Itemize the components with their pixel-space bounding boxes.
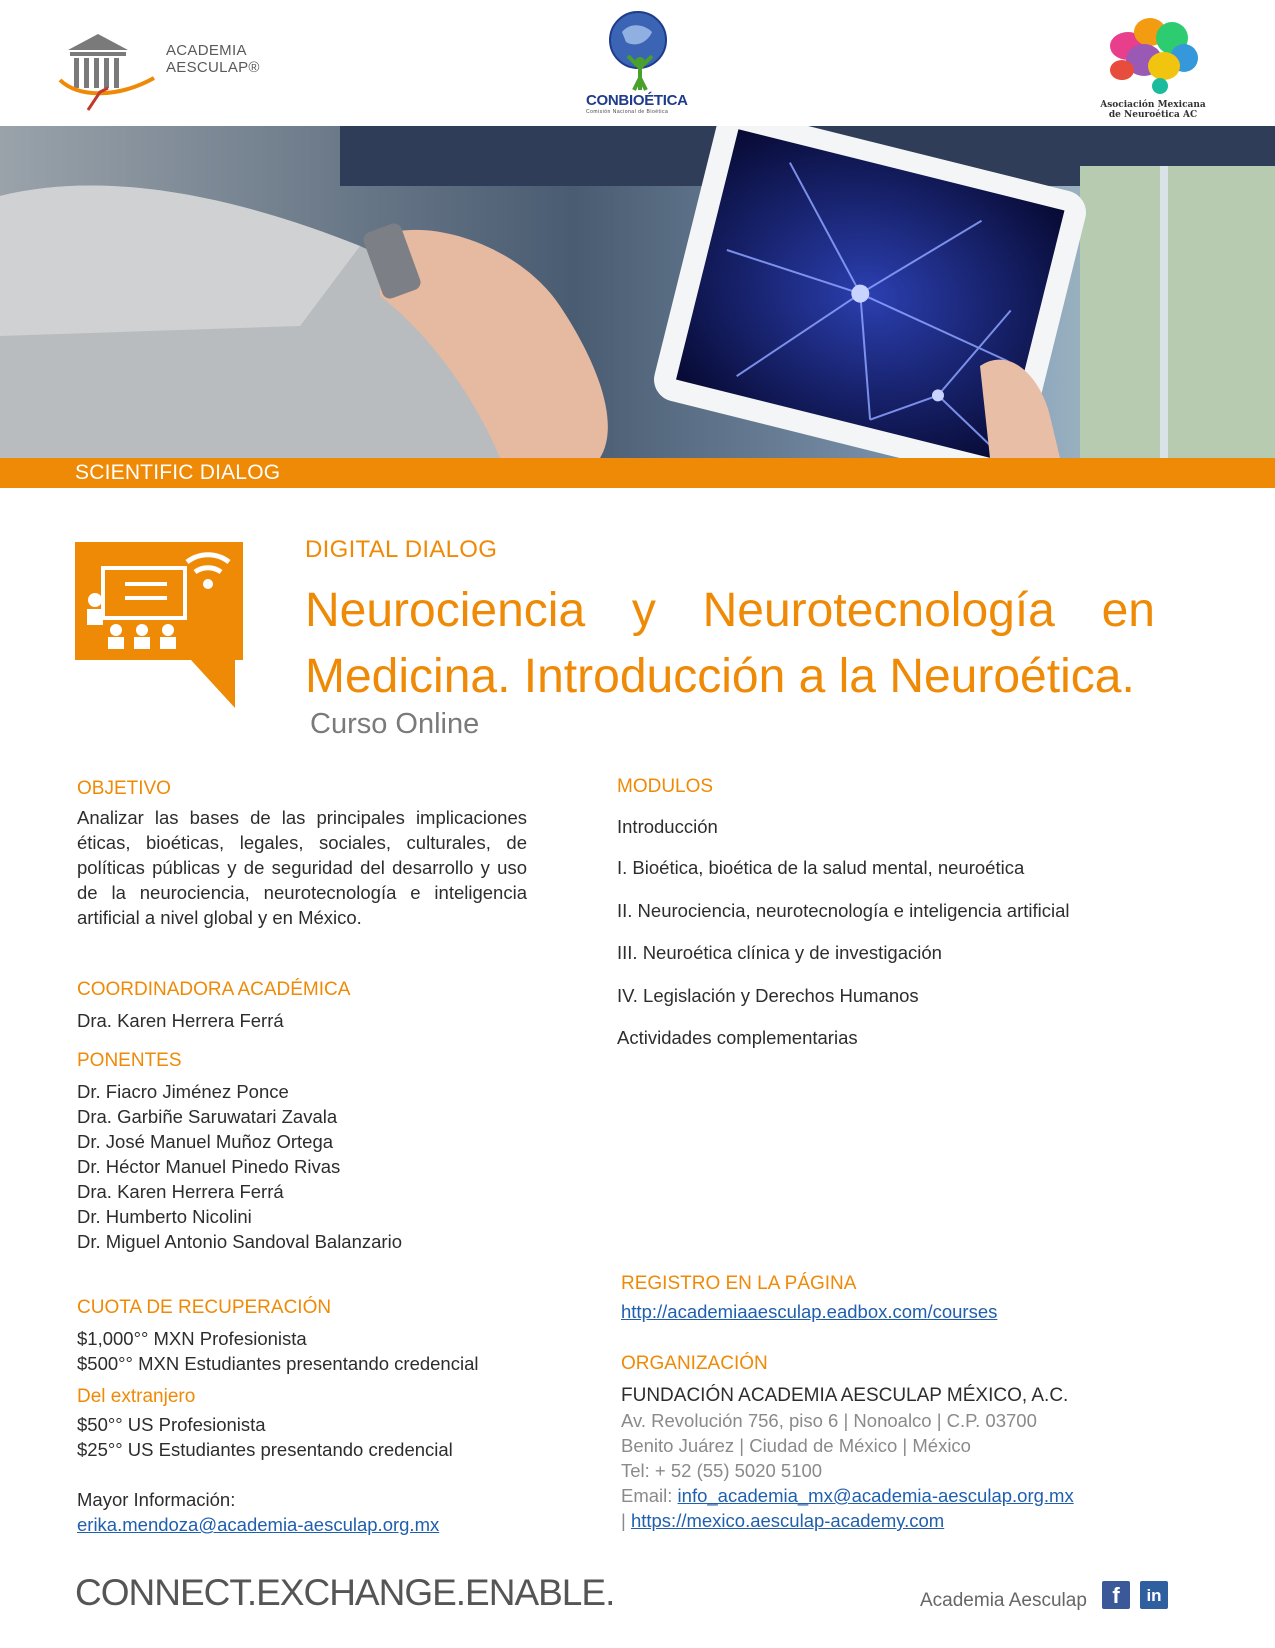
ponente-item: Dr. José Manuel Muñoz Ortega (77, 1131, 334, 1152)
organizacion-tel: Tel: + 52 (55) 5020 5100 (621, 1460, 823, 1481)
modulo-item: II. Neurociencia, neurotecnología e inteligencia artificial (617, 900, 1070, 921)
modulos-heading: MODULOS (617, 776, 714, 797)
asociacion-neuroetica-logo (1098, 14, 1208, 124)
linkedin-icon[interactable]: in (1140, 1581, 1168, 1609)
organizacion-email-row (621, 1483, 1074, 1508)
coordinadora-name: Dra. Karen Herrera Ferrá (77, 1010, 284, 1031)
ponente-item: Dr. Héctor Manuel Pinedo Rivas (77, 1156, 341, 1177)
modulo-item: III. Neuroética clínica y de investigación (617, 942, 942, 963)
modulo-item: IV. Legislación y Derechos Humanos (617, 985, 919, 1006)
scientific-dialog-band (0, 458, 1275, 488)
aesculap-logo-line2: AESCULAP® (166, 59, 260, 76)
organizacion-web-link[interactable]: https://mexico.aesculap-academy.com (630, 1510, 945, 1531)
objetivo-heading: OBJETIVO (77, 778, 171, 799)
band-label: SCIENTIFIC DIALOG (75, 461, 281, 484)
conbioetica-subtitle: Comisión Nacional de Bioética (586, 109, 669, 115)
organizacion-heading: ORGANIZACIÓN (621, 1353, 768, 1374)
modulo-item: I. Bioética, bioética de la salud mental, neuroética (617, 857, 1025, 878)
cuota-item: $25°° US Estudiantes presentando credencial (77, 1439, 453, 1460)
cuota-national-list (77, 1326, 478, 1376)
ponentes-heading: PONENTES (77, 1050, 182, 1071)
cuota-foreign-list (77, 1412, 453, 1462)
organizacion-address2: Benito Juárez | Ciudad de México | México (621, 1435, 971, 1456)
ponente-item: Dr. Humberto Nicolini (77, 1206, 252, 1227)
ponente-item: Dra. Karen Herrera Ferrá (77, 1181, 284, 1202)
course-title-line1: Neurociencia y Neurotecnología en (305, 584, 1155, 637)
course-title-line2: Medicina. Introducción a la Neuroética. (305, 650, 1135, 703)
ponente-item: Dr. Fiacro Jiménez Ponce (77, 1081, 289, 1102)
asociacion-line1: Asociación Mexicana (1100, 100, 1206, 110)
academia-aesculap-logo (58, 28, 258, 112)
footer-brand: Academia Aesculap (920, 1590, 1087, 1611)
organizacion-address1: Av. Revolución 756, piso 6 | Nonoalco | C.P. 03700 (621, 1410, 1037, 1431)
info-email-link[interactable]: erika.mendoza@academia-aesculap.org.mx (77, 1514, 440, 1535)
course-kicker: DIGITAL DIALOG (305, 536, 498, 563)
hero-photo-tablet-neurons (0, 126, 1275, 458)
ponente-item: Dra. Garbiñe Saruwatari Zavala (77, 1106, 338, 1127)
registro-heading: REGISTRO EN LA PÁGINA (621, 1273, 857, 1294)
course-subtitle: Curso Online (310, 708, 480, 740)
extranjero-heading: Del extranjero (77, 1386, 196, 1407)
modulo-item: Introducción (617, 816, 718, 837)
colorful-brain-logo (1098, 14, 1208, 98)
course-title (305, 578, 1155, 710)
organizacion-web-row (621, 1508, 944, 1533)
organizacion-name: FUNDACIÓN ACADEMIA AESCULAP MÉXICO, A.C. (621, 1385, 1069, 1406)
registro-url-link[interactable]: http://academiaaesculap.eadbox.com/courses (621, 1301, 998, 1322)
cuota-item: $500°° MXN Estudiantes presentando credencial (77, 1353, 479, 1374)
objetivo-text: Analizar las bases de las principales implicaciones éticas, bioéticas, legales, sociales, culturales, de políticas públicas y de seguridad del desarrollo y uso de la neurociencia, neurotecnología e inteligencia artificial a nivel global y en México. (77, 807, 527, 928)
organizacion-email-link[interactable]: info_academia_mx@academia-aesculap.org.mx (677, 1485, 1074, 1506)
aesculap-logo-line1: ACADEMIA (166, 42, 247, 59)
cuota-heading: CUOTA DE RECUPERACIÓN (77, 1297, 332, 1318)
web-separator: | (621, 1510, 626, 1531)
asociacion-line2: de Neuroética AC (1108, 110, 1198, 120)
modulo-item: Actividades complementarias (617, 1027, 858, 1048)
footer-tagline: CONNECT.EXCHANGE.ENABLE. (75, 1572, 615, 1613)
mayor-informacion-label: Mayor Información: (77, 1489, 236, 1510)
globe-figure-logo (578, 8, 698, 92)
cuota-item: $50°° US Profesionista (77, 1414, 266, 1435)
email-label: Email: (621, 1485, 673, 1506)
online-classroom-icon (75, 542, 243, 708)
facebook-icon[interactable]: f (1102, 1581, 1130, 1609)
ponentes-list (77, 1079, 402, 1254)
conbioetica-name: CONBIOÉTICA (586, 92, 688, 109)
aesculap-temple-logo (58, 28, 168, 112)
coordinadora-heading: COORDINADORA ACADÉMICA (77, 979, 351, 1000)
cuota-item: $1,000°° MXN Profesionista (77, 1328, 307, 1349)
conbioetica-logo (578, 8, 698, 120)
ponente-item: Dr. Miguel Antonio Sandoval Balanzario (77, 1231, 402, 1252)
